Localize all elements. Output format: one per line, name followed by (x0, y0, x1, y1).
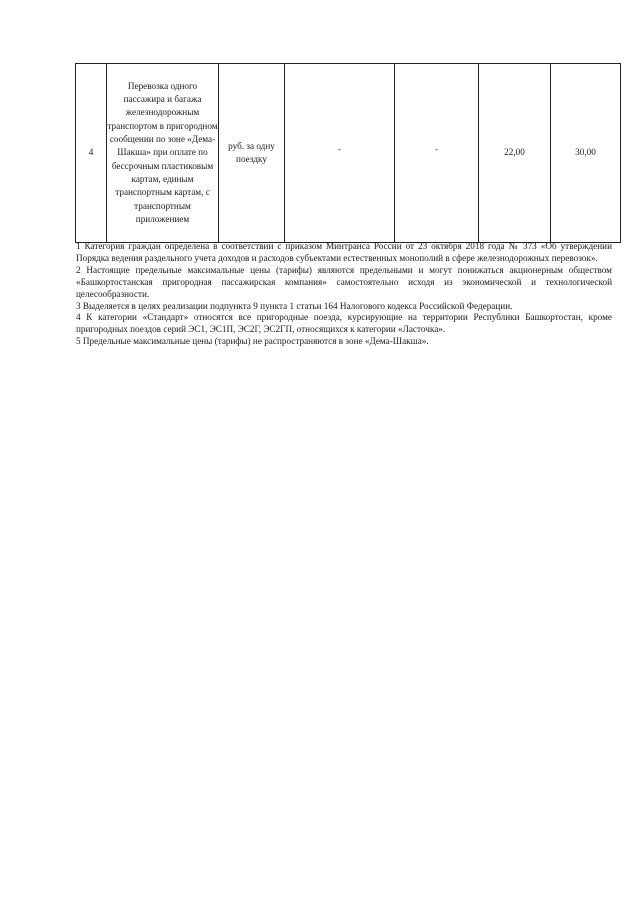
empty-value-dash: - (434, 144, 439, 155)
footnote-2: 2 Настоящие предельные максимальные цены (тарифы) являются предельными и могут понижаться акционерным обществом «Башкортостанская пригородная пассажирская компания» самостоятельно исходя из экономической и технологической целесообразности. (76, 264, 612, 299)
tariff-table (75, 63, 621, 243)
empty-value-dash: - (337, 144, 342, 155)
footnote-3: 3 Выделяется в целях реализации подпункта 9 пункта 1 статьи 164 Налогового кодекса Российской Федерации. (76, 300, 513, 311)
row-number-cell: 4 (76, 64, 107, 243)
unit-cell: руб. за одну поездку (219, 64, 285, 243)
tariff-cell-col5 (395, 64, 479, 243)
tariff-cell-col4 (285, 64, 395, 243)
footnote-4: 4 К категории «Стандарт» относятся все пригородные поезда, курсирующие на территории Республики Башкортостан, кроме пригородных поездов серий ЭС1, ЭС1П, ЭС2Г, ЭС2ГП, относящихся к категории «Ласточка». (76, 312, 612, 335)
tariff-cell-col7: 30,00 (551, 64, 621, 243)
table-row (76, 64, 621, 243)
footnote-1: 1 Категория граждан определена в соответствии с приказом Минтранса России от 23 октября 2018 года № 373 «Об утверждении Порядка ведения раздельного учета доходов и расходов субъектами естественных монополий в сфере железнодорожных перевозок». (76, 241, 612, 263)
service-description-cell: Перевозка одного пассажира и багажа железнодорожным транспортом в пригородном сообщении по зоне «Дема-Шакша» при оплате по бессрочным пластиковым картам, единым транспортным картам, с транспортным приложением (107, 64, 219, 243)
footnotes (76, 241, 612, 348)
tariff-cell-col6: 22,00 (479, 64, 551, 243)
footnote-5: 5 Предельные максимальные цены (тарифы) не распространяются в зоне «Дема-Шакша». (76, 336, 429, 347)
